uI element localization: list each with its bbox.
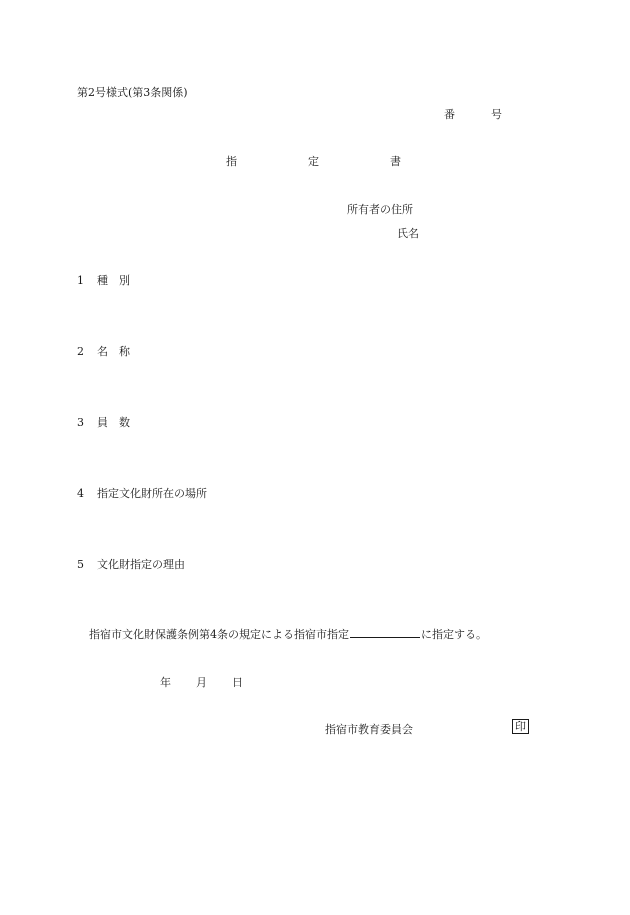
item-number: 3 <box>77 416 84 429</box>
item-label: 名 称 <box>97 345 130 358</box>
title-char-2: 定 <box>308 155 319 168</box>
item-2 <box>77 343 130 359</box>
reference-ban: 番 <box>444 108 455 121</box>
item-number: 5 <box>77 558 84 571</box>
seal-stamp: 印 <box>512 719 529 734</box>
owner-address-label: 所有者の住所 <box>347 203 413 216</box>
item-number: 2 <box>77 345 84 358</box>
designation-statement <box>89 626 487 642</box>
item-1 <box>77 272 130 288</box>
reference-go: 号 <box>491 108 502 121</box>
item-number: 4 <box>77 487 84 500</box>
item-label: 文化財指定の理由 <box>97 558 185 571</box>
title-char-1: 指 <box>226 155 237 168</box>
item-number: 1 <box>77 274 84 287</box>
form-number: 第2号様式(第3条関係) <box>77 86 188 99</box>
owner-name-label: 氏名 <box>397 227 419 240</box>
item-label: 種 別 <box>97 274 130 287</box>
item-5 <box>77 556 185 572</box>
item-4 <box>77 485 207 501</box>
issuer-name: 指宿市教育委員会 <box>325 723 413 736</box>
item-label: 員 数 <box>97 416 130 429</box>
item-label: 指定文化財所在の場所 <box>97 487 207 500</box>
date-year: 年 <box>160 676 171 689</box>
designation-blank <box>350 627 420 638</box>
statement-text: 指宿市文化財保護条例第4条の規定による指宿市指定 <box>89 628 349 641</box>
date-day: 日 <box>232 676 243 689</box>
title-char-3: 書 <box>390 155 401 168</box>
statement-suffix: に指定する。 <box>421 628 487 641</box>
date-month: 月 <box>196 676 207 689</box>
item-3 <box>77 414 130 430</box>
